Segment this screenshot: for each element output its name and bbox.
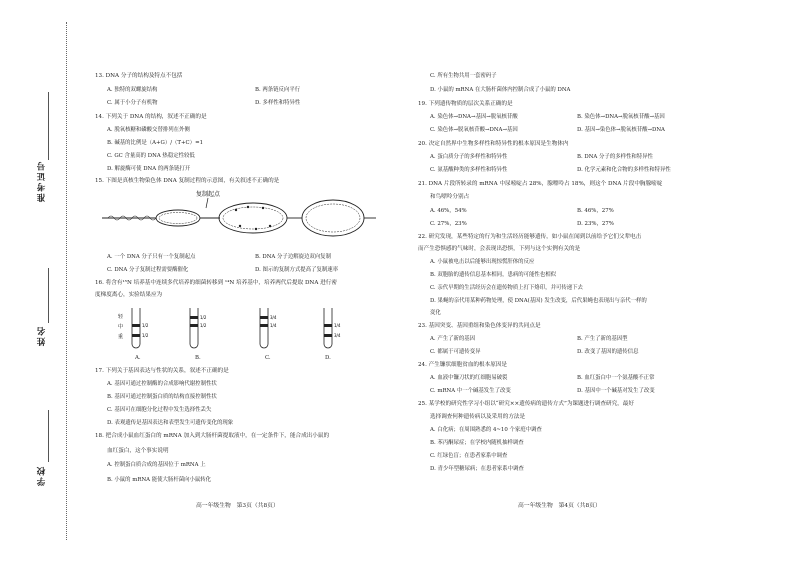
q24-stem: 24. 产生镰状细胞贫血的根本原因是 (418, 362, 507, 368)
q19-option-d: D. 基因→染色体→脱氧核苷酸→DNA (577, 127, 665, 133)
dna-replication-figure (98, 186, 378, 244)
seal-dotted-line (66, 22, 67, 540)
q19-option-b: B. 染色体→DNA→脱氧核苷酸→基因 (577, 114, 665, 120)
q13-option-a: A. 独特的双螺旋结构 (107, 87, 158, 93)
svg-text:1/2: 1/2 (142, 333, 149, 338)
q23-option-b: B. 产生了新的基因型 (577, 336, 628, 342)
q18-stem-line1: 18. 把合成小鼠血红蛋白的 mRNA 加入到大肠杆菌提取液中，在一定条件下，能合成出小鼠的 (95, 433, 330, 439)
svg-text:3/4: 3/4 (334, 333, 341, 338)
q14-option-a: A. 脱氧核糖和磷酸交替排列在外侧 (107, 127, 190, 133)
q20-stem: 20. 决定自然界中生物多样性和特异性的根本原因是生物体内 (418, 141, 569, 147)
svg-text:1/2: 1/2 (200, 315, 207, 320)
q14-option-d: D. 解旋酶可使 DNA 的两条链打开 (107, 166, 191, 172)
q21-stem-line2: 和鸟嘌呤分别占 (430, 194, 470, 200)
svg-text:1/4: 1/4 (270, 323, 277, 328)
q14-option-c: C. GC 含量高的 DNA 热稳定性较低 (107, 153, 195, 159)
q13-option-d: D. 多样性和特异性 (255, 100, 301, 106)
left-page-footer: 高一年级生物 第3页（共8页） (196, 503, 279, 509)
q18-option-c: C. 所有生物共用一套密码子 (430, 73, 497, 79)
q17-option-c: C. 基因可在细胞分化过程中发生选择性丢失 (107, 407, 212, 413)
q18-stem-line2: 血红蛋白，这个事实说明 (107, 448, 169, 454)
svg-text:中: 中 (118, 324, 124, 330)
q15-option-a: A. 一个 DNA 分子只有一个复制起点 (107, 254, 196, 260)
q19-option-c: C. 染色体→脱氧核苷酸→DNA→基因 (430, 127, 518, 133)
q17-stem: 17. 下列关于基因表达与性状的关系，叙述不正确的是 (95, 368, 229, 374)
svg-text:1/2: 1/2 (200, 323, 207, 328)
q16-option-a: A. (135, 355, 141, 361)
q18-option-b: B. 小鼠的 mRNA 能使大肠杆菌向小鼠转化 (107, 477, 212, 483)
q13-option-b: B. 两条链反向平行 (255, 87, 301, 93)
q20-option-a: A. 蛋白质分子的多样性和特异性 (430, 154, 508, 160)
svg-text:1/4: 1/4 (334, 323, 341, 328)
binding-margin (0, 0, 72, 561)
q17-option-d: D. 表观遗传是基因表达和表型发生可遗传变化的现象 (107, 420, 234, 426)
q20-option-c: C. 氨基酸种类的多样性和特异性 (430, 167, 508, 173)
q25-option-d: D. 青少年型糖尿病；在患者家系中调查 (430, 466, 524, 472)
q15-option-d: D. 图示的复制方式提高了复制速率 (255, 267, 339, 273)
q25-stem-line1: 25. 某学校的研究性学习小组以“研究××遗传病的遗传方式”为课题进行调查研究，最好 (418, 401, 634, 407)
q21-option-d: D. 23%，27% (577, 221, 614, 227)
q14-option-b: B. 碱基的比例是（A+G）/（T+C）=1 (107, 140, 204, 146)
exam-id-fill-line (48, 92, 49, 160)
q16-option-c: C. (265, 355, 271, 361)
q13-stem: 13. DNA 分子的结构及特点不包括 (95, 73, 183, 79)
q22-option-b: B. 双胞胎的遗传信息基本相同，患病的可能性也相似 (430, 272, 556, 278)
q16-option-b: B. (195, 355, 201, 361)
q18-option-d: D. 小鼠的 mRNA 在大肠杆菌体内控制合成了小鼠的 DNA (430, 87, 571, 93)
q22-stem-line2: 而产生恐惧感的气味时，会表现出恐惧，下列与这个实例有关的是 (418, 246, 581, 252)
q25-option-b: B. 苯丙酮尿症；在学校内随机抽样调查 (430, 440, 524, 446)
q16-option-d: D. (325, 355, 331, 361)
q20-option-d: D. 化学元素和化合物的多样性和特异性 (577, 167, 671, 173)
q21-option-a: A. 46%，54% (430, 208, 467, 214)
q21-option-c: C. 27%，23% (430, 221, 467, 227)
q15-option-b: B. DNA 分子边解旋边双向复制 (255, 254, 331, 260)
q22-option-d: D. 果蝇的亲代用某种药物处理，使 DNA(基因) 发生改变，后代果蝇也表现出与亲代一样的 (430, 298, 647, 304)
q24-option-a: A. 血液中镰刀状的红细胞易破裂 (430, 375, 508, 381)
q22-option-d-cont: 変化 (430, 310, 441, 316)
q15-stem: 15. 下图是真核生物染色体 DNA 复制过程的示意图，有关叙述不正确的是 (95, 178, 280, 184)
q21-stem-line1: 21. DNA 片段所转录的 mRNA 中尿嘧啶占 28%，腺嘌呤占 18%，则这个 DNA 片段中胸腺嘧啶 (418, 181, 663, 187)
q13-option-c: C. 属于小分子有机物 (107, 100, 158, 106)
q23-option-d: D. 改变了基因的遗传信息 (577, 349, 639, 355)
q25-option-a: A. 白化病；在周围熟悉的 4~10 个家庭中调查 (430, 427, 542, 433)
name-fill-line (48, 268, 49, 323)
svg-text:3/4: 3/4 (270, 315, 277, 320)
school-fill-line (48, 410, 49, 462)
q23-option-a: A. 产生了新的基因 (430, 336, 476, 342)
q22-stem-line1: 22. 研究发现，某些特定的行为和生活经历能够遗传，如小鼠在闻到以前给予它们父辈电击 (418, 234, 642, 240)
q19-stem: 19. 下列遗传物质的层次关系正确的是 (418, 101, 513, 107)
q17-option-a: A. 基因可通过控制酶的合成影响代谢控制性状 (107, 381, 217, 387)
q21-option-b: B. 46%，27% (577, 208, 614, 214)
q23-stem: 23. 基因突变、基因重组和染色体变异的共同点是 (418, 323, 541, 329)
svg-text:复制起点: 复制起点 (196, 191, 221, 198)
q24-option-d: D. 基因中一个碱基对发生了改变 (577, 388, 655, 394)
name-label: 姓名 (37, 325, 47, 346)
svg-text:1/2: 1/2 (142, 323, 149, 328)
svg-text:重: 重 (118, 334, 124, 340)
q20-option-b: B. DNA 分子的多样性和特异性 (577, 154, 653, 160)
q19-option-a: A. 染色体→DNA→基因→脱氧核苷酸 (430, 114, 518, 120)
q17-option-b: B. 基因可通过控制蛋白质的结构直接控制性状 (107, 394, 217, 400)
q15-option-c: C. DNA 分子复制过程需要酶催化 (107, 267, 189, 273)
q25-option-c: C. 红绿色盲；在患者家系中调查 (430, 453, 508, 459)
q18-option-a: A. 控制蛋白质合成的基因位于 mRNA 上 (107, 462, 206, 468)
q16-stem-line2: 度梯度离心，实验结果应为 (95, 292, 163, 298)
q14-stem: 14. 下列关于 DNA 的结构，叙述不正确的是 (95, 114, 207, 120)
q23-option-c: C. 都属于可遗传变异 (430, 349, 481, 355)
q22-option-c: C. 亲代早期的生活经历会在遗传物质上打下烙印，并可传递下去 (430, 285, 583, 291)
q24-option-c: C. mRNA 中一个碱基发生了改变 (430, 388, 511, 394)
q22-option-a: A. 小鼠被电击以后能够出现惊慌肝体的反应 (430, 259, 535, 265)
school-label: 学校 (37, 465, 47, 486)
centrifuge-tubes-figure (118, 304, 358, 356)
right-page-footer: 高一年级生物 第4页（共8页） (518, 503, 601, 509)
svg-text:轻: 轻 (118, 314, 124, 320)
q16-stem-line1: 16. 将含有¹⁵N 培养基中连续多代培养的细菌转移到 ¹⁴N 培养基中，培养两代后提取 DNA 进行密 (95, 280, 337, 286)
q25-stem-line2: 选择调查何种遗传病以及采用的方法是 (430, 414, 526, 420)
q24-option-b: B. 血红蛋白中一个氨基酸不正常 (577, 375, 655, 381)
exam-id-label: 准考证号 (37, 160, 47, 202)
